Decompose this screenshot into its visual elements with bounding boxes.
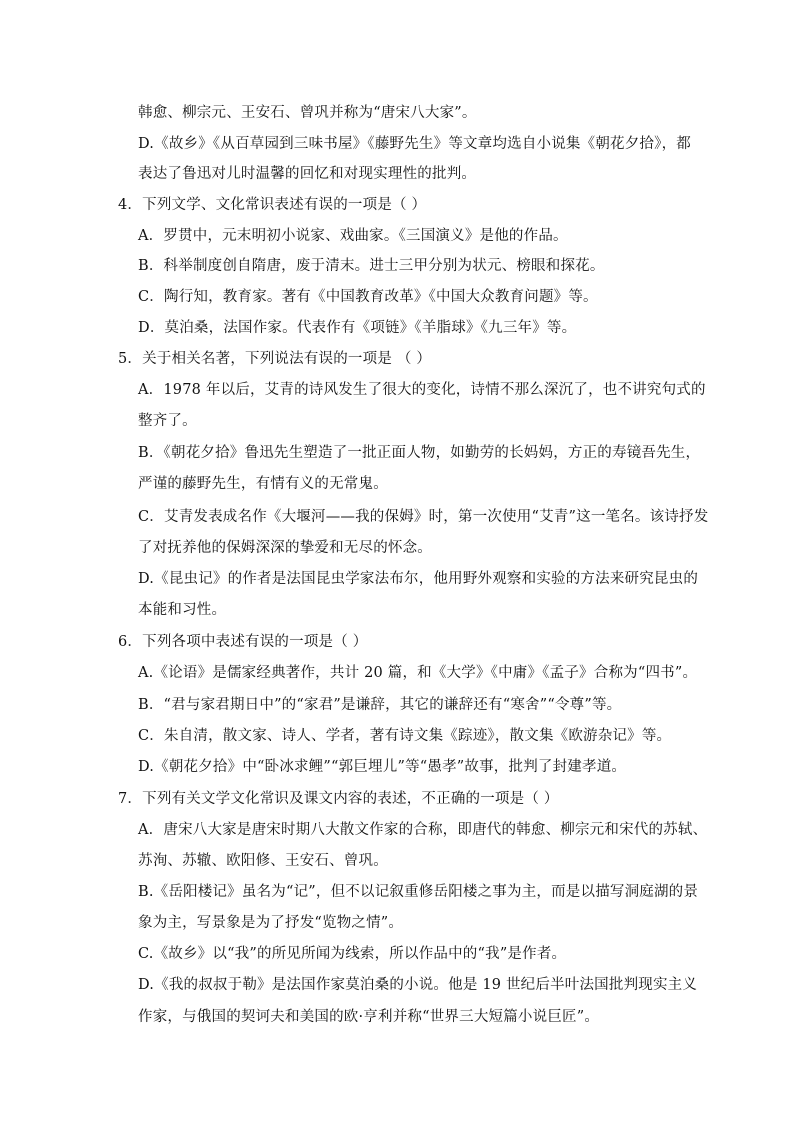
question-5-option-b: B．《朝花夕拾》鲁迅先生塑造了一批正面人物，如勤劳的长妈妈，方正的寿镜吾先生， bbox=[138, 445, 701, 461]
question-4-option-b: B．科举制度创自隋唐，废于清末。进士三甲分别为状元、榜眼和探花。 bbox=[138, 258, 605, 274]
question-5-stem: 5．关于相关名著，下列说法有误的一项是 （ ） bbox=[118, 351, 432, 367]
question-6-option-b: B．“君与家君期日中”的“家君”是谦辞，其它的谦辞还有“寒舍”“令尊”等。 bbox=[138, 697, 622, 713]
question-4-option-a: A．罗贯中，元末明初小说家、戏曲家。《三国演义》是他的作品。 bbox=[138, 228, 568, 244]
question-7-option-b-continuation: 象为主，写景象是为了抒发“览物之情”。 bbox=[138, 915, 404, 931]
question-6-option-c: C．朱自清，散文家、诗人、学者，著有诗文集《踪迹》，散文集《欧游杂记》等。 bbox=[138, 728, 672, 744]
prev-option-d-continuation: 表达了鲁迅对儿时温馨的回忆和对现实理性的批判。 bbox=[138, 166, 477, 182]
question-7-option-a: A．唐宋八大家是唐宋时期八大散文作家的合称，即唐代的韩愈、柳宗元和宋代的苏轼、 bbox=[138, 822, 708, 838]
question-6-option-d: D.《朝花夕拾》中“卧冰求鲤”“郭巨埋儿”等“愚孝”故事，批判了封建孝道。 bbox=[138, 759, 627, 775]
prev-option-c-continuation: 韩愈、柳宗元、王安石、曾巩并称为“唐宋八大家”。 bbox=[138, 105, 477, 121]
question-6-stem: 6．下列各项中表述有误的一项是（ ） bbox=[118, 634, 368, 650]
question-7-stem: 7．下列有关文学文化常识及课文内容的表述，不正确的一项是（ ） bbox=[118, 791, 559, 807]
question-7-option-a-continuation: 苏洵、苏辙、欧阳修、王安石、曾巩。 bbox=[138, 853, 388, 869]
question-5-option-c-continuation: 了对抚养他的保姆深深的挚爱和无尽的怀念。 bbox=[138, 540, 432, 556]
question-5-option-b-continuation: 严谨的藤野先生，有情有义的无常鬼。 bbox=[138, 476, 388, 492]
question-5-option-c: C．艾青发表成名作《大堰河——我的保姆》时，第一次使用“艾青”这一笔名。该诗抒发 bbox=[138, 509, 709, 525]
question-5-option-a: A．1978 年以后，艾青的诗风发生了很大的变化，诗情不那么深沉了，也不讲究句式的 bbox=[138, 382, 706, 398]
prev-option-d: D.《故乡》《从百草园到三味书屋》《藤野先生》等文章均选自小说集《朝花夕拾》，都 bbox=[138, 136, 691, 152]
question-7-option-d-continuation: 作家，与俄国的契诃夫和美国的欧·亨利并称“世界三大短篇小说巨匠”。 bbox=[138, 1009, 600, 1025]
question-5-option-a-continuation: 整齐了。 bbox=[138, 413, 197, 429]
question-4-stem: 4．下列文学、文化常识表述有误的一项是（ ） bbox=[118, 197, 427, 213]
question-5-option-d: D.《昆虫记》的作者是法国昆虫学家法布尔，他用野外观察和实验的方法来研究昆虫的 bbox=[138, 571, 699, 587]
question-4-option-c: C．陶行知，教育家。著有《中国教育改革》《中国大众教育问题》等。 bbox=[138, 289, 598, 305]
question-6-option-a: A.《论语》是儒家经典著作，共计 20 篇，和《大学》《中庸》《孟子》合称为“四书”。 bbox=[138, 665, 698, 681]
question-5-option-d-continuation: 本能和习性。 bbox=[138, 602, 227, 618]
question-7-option-d: D.《我的叔叔于勒》是法国作家莫泊桑的小说。他是 19 世纪后半叶法国批判现实主义 bbox=[138, 977, 698, 993]
question-7-option-b: B.《岳阳楼记》虽名为“记”，但不以记叙重修岳阳楼之事为主，而是以描写洞庭湖的景 bbox=[138, 884, 699, 900]
question-7-option-c: C.《故乡》以“我”的所见所闻为线索，所以作品中的“我”是作者。 bbox=[138, 946, 567, 962]
question-4-option-d: D．莫泊桑，法国作家。代表作有《项链》《羊脂球》《九三年》等。 bbox=[138, 320, 577, 336]
